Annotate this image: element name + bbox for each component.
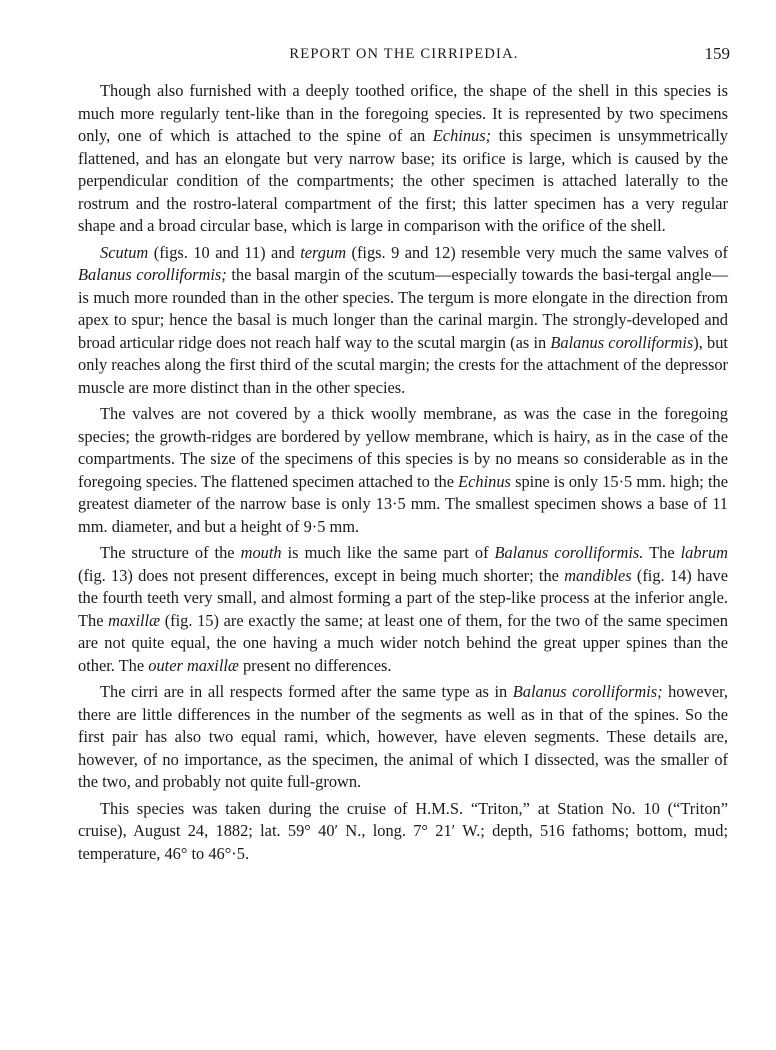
running-head: REPORT ON THE CIRRIPEDIA. — [289, 46, 519, 62]
paragraph-cirri: The cirri are in all respects formed after the same type as in Balanus corolliformis; however, there are little differences in the number of the segments as well as in that of the spines. So the first pair has also two equal rami, which, however, have eleven segments. These details are, however, of no importance, as the specimen, the animal of which I dissected, was the smaller of the two, and probably not quite full-grown. — [78, 682, 728, 791]
paragraph-valves-membrane: The valves are not covered by a thick woolly membrane, as was the case in the foregoing species; the growth-ridges are bordered by yellow membrane, which is hairy, as in the case of the compartments. The size of the specimens of this species is by no means so considerable as in the foregoing species. The flattened specimen attached to the Echinus spine is only 15·5 mm. high; the greatest diameter of the narrow base is only 13·5 mm. The smallest specimen shows a base of 11 mm. diameter, and but a height of 9·5 mm. — [78, 404, 728, 536]
paragraph-shell-description: Though also furnished with a deeply toothed orifice, the shape of the shell in this species is much more regularly tent-like than in the foregoing species. It is represented by two specimens only, one of which is attached to the spine of an Echinus; this specimen is unsymmetrically flattened, and has an elongate but very narrow base; its orifice is large, which is caused by the perpendicular condition of the compartments; the other specimen is attached laterally to the rostrum and the rostro-lateral compartment of the first; this latter specimen has a very regular shape and a broad circular base, which is large in comparison with the orifice of the shell. — [78, 81, 728, 235]
body-text — [78, 80, 728, 865]
page-number: 159 — [704, 44, 730, 63]
paragraph-station-record: This species was taken during the cruise of H.M.S. “Triton,” at Station No. 10 (“Triton” cruise), August 24, 1882; lat. 59° 40′ N., long. 7° 21′ W.; depth, 516 fathoms; bottom, mud; temperature, 46° to 46°·5. — [78, 798, 728, 863]
paragraph-mouth-structure: The structure of the mouth is much like the same part of Balanus corolliformis. The labrum (fig. 13) does not present differences, except in being much shorter; the mandibles (fig. 14) have the fourth teeth very small, and almost forming a part of the step-like process at the inferior angle. The maxillæ (fig. 15) are exactly the same; at least one of them, for the two of the same specimen are not quite equal, the one having a much wider notch behind the great upper spines than the other. The outer maxillæ present no differences. — [78, 543, 728, 675]
paragraph-scutum-tergum: Scutum (figs. 10 and 11) and tergum (figs. 9 and 12) resemble very much the same valves of Balanus corolliformis; the basal margin of the scutum—especially towards the basi-tergal angle—is much more rounded than in the other species. The tergum is more elongate in the direction from apex to spur; hence the basal is much longer than the carinal margin. The strongly-developed and broad articular ridge does not reach half way to the scutal margin (as in Balanus corolliformis), but only reaches along the first third of the scutal margin; the crests for the attachment of the depressor muscle are more distinct than in the other species. — [78, 242, 728, 397]
page-header — [78, 44, 730, 66]
